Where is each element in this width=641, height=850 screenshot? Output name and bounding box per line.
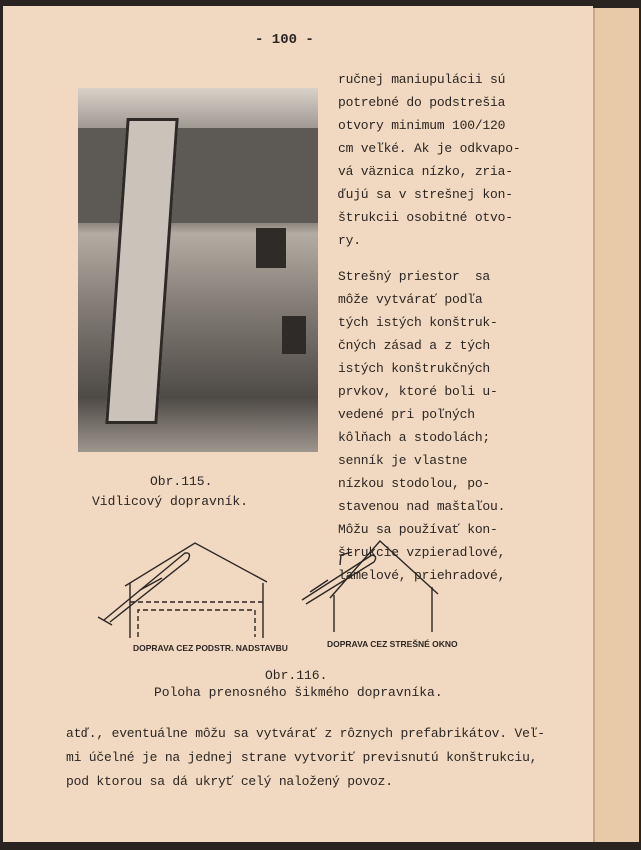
fig115-caption: Vidlicový dopravník. xyxy=(92,494,249,509)
text-line: stavenou nad maštaľou. xyxy=(338,499,506,514)
text-line: mi účelné je na jednej strane vytvoriť previsnutú konštrukciu, xyxy=(66,750,538,765)
text-line: štrukcii osobitné otvo- xyxy=(338,210,513,225)
text-line: čných zásad a z tých xyxy=(338,338,491,353)
fig116-caption: Poloha prenosného šikmého dopravníka. xyxy=(154,685,443,700)
text-line: Môžu sa používať kon- xyxy=(338,522,498,537)
text-line: Strešný priestor sa xyxy=(338,269,491,284)
text-line: štrukcie vzpieradlové, xyxy=(338,545,506,560)
text-line: istých konštrukčných xyxy=(338,361,491,376)
text-line: kôlňach a stodolách; xyxy=(338,430,491,445)
text-line: nízkou stodolou, po- xyxy=(338,476,491,491)
text-line: ry. xyxy=(338,233,361,248)
text-line: ďujú sa v strešnej kon- xyxy=(338,187,513,202)
fig115-number: Obr.115. xyxy=(150,474,213,489)
text-line: vá väznica nízko, zria- xyxy=(338,164,513,179)
text-line: cm veľké. Ak je odkvapo- xyxy=(338,141,521,156)
bottom-paragraph xyxy=(66,722,545,794)
text-line: ručnej maniupulácii sú xyxy=(338,72,506,87)
text-line: lamelové, priehradové, xyxy=(338,568,506,583)
text-line: otvory minimum 100/120 xyxy=(338,118,506,133)
fig116-number: Obr.116. xyxy=(265,668,328,683)
text-line: tých istých konštruk- xyxy=(338,315,498,330)
text-line: pod ktorou sa dá ukryť celý naložený povoz. xyxy=(66,774,393,789)
text-line: prvkov, ktoré boli u- xyxy=(338,384,498,399)
page-number: - 100 - xyxy=(255,32,314,48)
text-line: atď., eventuálne môžu sa vytvárať z rôznych prefabrikátov. Veľ- xyxy=(66,726,545,741)
text-line: senník je vlastne xyxy=(338,453,468,468)
text-line: vedené pri poľných xyxy=(338,407,475,422)
text-line: potrebné do podstrešia xyxy=(338,95,506,110)
fig116-label-right: DOPRAVA CEZ STREŠNÉ OKNO xyxy=(327,639,458,649)
fig116-label-left: DOPRAVA CEZ PODSTR. NADSTAVBU xyxy=(133,643,288,653)
text-line: môže vytvárať podľa xyxy=(338,292,483,307)
